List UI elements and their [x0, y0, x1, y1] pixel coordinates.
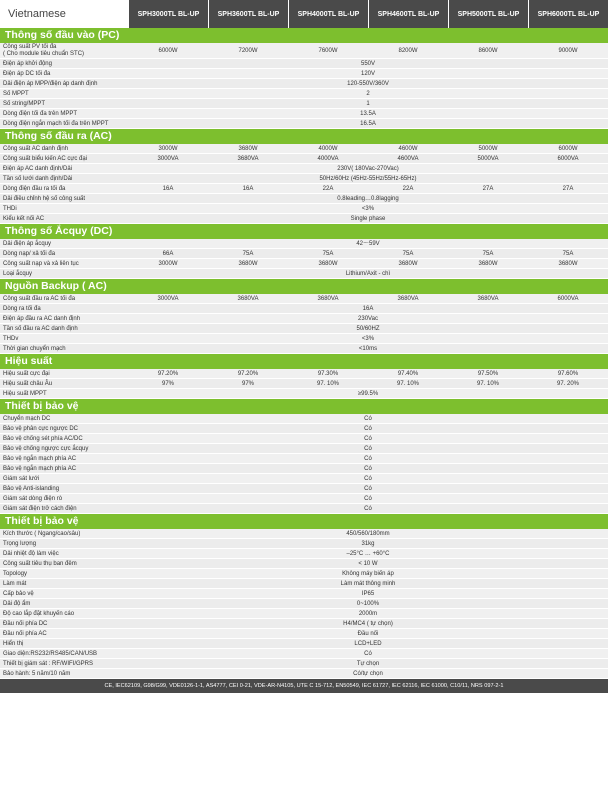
spec-value: 8600W	[478, 47, 498, 54]
spec-value: Có	[364, 650, 372, 657]
spec-row	[0, 369, 608, 379]
spec-label: Dải điện áp ắcquy	[3, 240, 52, 247]
spec-label: Công suất đầu ra AC tối đa	[3, 295, 76, 302]
spec-value: 97. 10%	[396, 380, 420, 387]
model-column-header: SPH4600TL BL-UP	[368, 0, 448, 28]
spec-row	[0, 484, 608, 494]
section-title: Thông số đầu ra (AC)	[0, 129, 608, 144]
spec-value: 97.30%	[317, 370, 339, 377]
spec-value: 7600W	[318, 47, 338, 54]
spec-label-line: Công suất PV tối đa	[3, 43, 57, 50]
spec-value: Có	[364, 455, 372, 462]
spec-value: 450/560/180mm	[346, 530, 390, 537]
spec-value: 75A	[322, 250, 334, 257]
spec-value: 3680VA	[237, 155, 259, 162]
spec-value: 97.50%	[477, 370, 499, 377]
spec-value: LCD+LED	[354, 640, 382, 647]
spec-value: Có	[364, 505, 372, 512]
spec-value: Tự chọn	[356, 660, 380, 667]
spec-row	[0, 549, 608, 559]
spec-row	[0, 669, 608, 679]
spec-row	[0, 434, 608, 444]
spec-label: Hiệu suất châu Âu	[3, 380, 53, 387]
spec-label: Bảo vệ phân cực ngược DC	[3, 425, 79, 432]
model-column-header: SPH6000TL BL-UP	[528, 0, 608, 28]
spec-value: 97.20%	[157, 370, 179, 377]
spec-value: 230V( 180Vac-270Vac)	[337, 165, 399, 172]
spec-label: Giám sát điện trở cách điện	[3, 505, 77, 512]
spec-row	[0, 424, 608, 434]
spec-label: Giám sát lưới	[3, 475, 40, 482]
spec-row	[0, 649, 608, 659]
spec-label: Chuyển mạch DC	[3, 415, 51, 422]
spec-value: 6000W	[158, 47, 178, 54]
spec-value: 120V	[360, 70, 375, 77]
spec-value: 50/60HZ	[356, 325, 380, 332]
spec-label: Kích thước ( Ngang/cao/sâu)	[3, 530, 81, 537]
spec-label: Điện áp khởi động	[3, 60, 52, 67]
model-column-header: SPH3600TL BL-UP	[208, 0, 288, 28]
spec-row	[0, 154, 608, 164]
spec-value: 230Vac	[358, 315, 378, 322]
spec-row	[0, 214, 608, 224]
spec-row	[0, 474, 608, 484]
spec-value: 3680W	[558, 260, 578, 267]
spec-value: 22A	[402, 185, 414, 192]
spec-value: 2000m	[358, 610, 378, 617]
certifications-footer: CE, IEC62109, G98/G99, VDE0126-1-1, AS4777, CEI 0-21, VDE-AR-N4105, UTE C 15-712, EN50549, IEC 61727, IEC 62116, IEC 61000, C10/11, NRS 097-2-1	[0, 679, 608, 693]
spec-value: 6000VA	[557, 155, 579, 162]
spec-row	[0, 629, 608, 639]
spec-label: Đầu nối phía AC	[3, 630, 47, 637]
language-label: Vietnamese	[0, 0, 128, 28]
spec-row	[0, 194, 608, 204]
spec-value: Có	[364, 425, 372, 432]
spec-label: Thời gian chuyển mạch	[3, 345, 66, 352]
spec-label: Bảo hành: 5 năm/10 năm	[3, 670, 71, 677]
spec-label: Bảo vệ chống sét phía AC/DC	[3, 435, 83, 442]
spec-row	[0, 619, 608, 629]
spec-label: Điện áp DC tối đa	[3, 70, 51, 77]
spec-label: THDv	[3, 335, 19, 342]
spec-label: Công suất tiêu thụ ban đêm	[3, 560, 77, 567]
spec-row	[0, 89, 608, 99]
spec-label: Giám sát dòng điện rò	[3, 495, 63, 502]
spec-value: H4/MC4 ( tự chọn)	[343, 620, 393, 627]
section-title: Thông số đầu vào (PC)	[0, 28, 608, 43]
spec-label: Hiển thị	[3, 640, 24, 647]
spec-row	[0, 184, 608, 194]
spec-label: Bảo vệ chống ngược cực ắcquy	[3, 445, 89, 452]
spec-row	[0, 379, 608, 389]
spec-label: THDi	[3, 205, 17, 212]
spec-value: 13.5A	[360, 110, 376, 117]
spec-value: ≥99.5%	[357, 390, 379, 397]
spec-value: < 10 W	[358, 560, 378, 567]
model-column-header: SPH3000TL BL-UP	[128, 0, 208, 28]
spec-row	[0, 344, 608, 354]
spec-value: 97%	[161, 380, 174, 387]
spec-row	[0, 589, 608, 599]
spec-value: 1	[366, 100, 370, 107]
spec-sections	[0, 28, 608, 679]
spec-row	[0, 494, 608, 504]
spec-value: 75A	[482, 250, 494, 257]
spec-value: –25°C … +60°C	[346, 550, 390, 557]
spec-value: 3000W	[158, 260, 178, 267]
spec-row	[0, 174, 608, 184]
spec-value: 3680VA	[397, 295, 419, 302]
spec-label: Dòng điện ngắn mạch tối đa trên MPPT	[3, 120, 109, 127]
spec-row	[0, 334, 608, 344]
spec-label: Số string/MPPT	[3, 100, 46, 107]
spec-row	[0, 639, 608, 649]
spec-value: 550V	[360, 60, 375, 67]
spec-value: 97%	[241, 380, 254, 387]
spec-value: 0~100%	[356, 600, 380, 607]
spec-value: 27A	[482, 185, 494, 192]
spec-value: 75A	[562, 250, 574, 257]
spec-value: Có	[364, 495, 372, 502]
spec-value: 97. 20%	[556, 380, 580, 387]
spec-value: 9000W	[558, 47, 578, 54]
spec-label: Điện áp AC danh định/Dải	[3, 165, 73, 172]
model-column-header: SPH5000TL BL-UP	[448, 0, 528, 28]
spec-value: 3680W	[318, 260, 338, 267]
spec-value: 120-550V/360V	[347, 80, 389, 87]
spec-value: Không máy biến áp	[342, 570, 394, 577]
spec-value: 22A	[322, 185, 334, 192]
spec-label: Dải nhiệt độ làm việc	[3, 550, 59, 557]
spec-value: 8200W	[398, 47, 418, 54]
spec-value: 16A	[242, 185, 254, 192]
spec-value: 97.60%	[557, 370, 579, 377]
spec-row	[0, 389, 608, 399]
spec-label: Công suất AC danh định	[3, 145, 69, 152]
spec-value: Có	[364, 445, 372, 452]
spec-label: Công suất biểu kiến AC cực đại	[3, 155, 88, 162]
spec-value: 3000VA	[157, 155, 179, 162]
spec-row	[0, 294, 608, 304]
spec-value: 97. 10%	[476, 380, 500, 387]
spec-row	[0, 569, 608, 579]
spec-row	[0, 314, 608, 324]
spec-row	[0, 559, 608, 569]
spec-value: 16.5A	[360, 120, 376, 127]
spec-value: 16A	[362, 305, 374, 312]
spec-label: Điện áp đầu ra AC danh định	[3, 315, 81, 322]
spec-row	[0, 504, 608, 514]
spec-row	[0, 464, 608, 474]
spec-value: 31kg	[361, 540, 375, 547]
spec-value: 27A	[562, 185, 574, 192]
spec-row	[0, 144, 608, 154]
spec-label: Giao diện:RS232/RS485/CAN/USB	[3, 650, 98, 657]
spec-row	[0, 659, 608, 669]
spec-row	[0, 204, 608, 214]
spec-value: Lithium/Axit - chì	[345, 270, 391, 277]
spec-value: Single phase	[350, 215, 386, 222]
spec-label	[0, 43, 128, 58]
spec-row	[0, 239, 608, 249]
spec-row	[0, 599, 608, 609]
spec-value: 3680VA	[477, 295, 499, 302]
spec-row	[0, 59, 608, 69]
spec-label: Hiệu suất cực đại	[3, 370, 50, 377]
spec-label: Độ cao lắp đặt khuyến cáo	[3, 610, 75, 617]
spec-row	[0, 119, 608, 129]
spec-row	[0, 249, 608, 259]
spec-value: 2	[366, 90, 370, 97]
spec-label: Tần số đầu ra AC danh định	[3, 325, 78, 332]
spec-label: Bảo vệ ngắn mạch phía AC	[3, 465, 77, 472]
spec-value: 3680W	[398, 260, 418, 267]
spec-label: Loại ắcquy	[3, 270, 33, 277]
section-title: Thiết bị bảo vệ	[0, 399, 608, 414]
spec-label: Dòng điện đầu ra tối đa	[3, 185, 66, 192]
spec-label: Đầu nối phía DC	[3, 620, 48, 627]
section-title: Thiết bị bảo vệ	[0, 514, 608, 529]
spec-row	[0, 454, 608, 464]
spec-value: Làm mát thông minh	[340, 580, 396, 587]
spec-label: Thiết bị giám sát : RF/WIFI/GPRS	[3, 660, 94, 667]
model-header	[0, 0, 608, 28]
spec-label: Dòng điện tối đa trên MPPT	[3, 110, 78, 117]
spec-row	[0, 109, 608, 119]
spec-value: 4600W	[398, 145, 418, 152]
spec-value: 75A	[402, 250, 414, 257]
model-column-header: SPH4000TL BL-UP	[288, 0, 368, 28]
spec-label: Số MPPT	[3, 90, 29, 97]
spec-value: 3000W	[158, 145, 178, 152]
spec-label: Cấp bảo vệ	[3, 590, 34, 597]
spec-value: 50Hz/60Hz (45Hz-55Hz/55Hz-65Hz)	[319, 175, 417, 182]
spec-value: 3680VA	[317, 295, 339, 302]
spec-label: Công suất nạp và xả liên tục	[3, 260, 79, 267]
spec-value: 97.40%	[397, 370, 419, 377]
spec-value: 16A	[162, 185, 174, 192]
spec-row	[0, 269, 608, 279]
spec-label: Tần số lưới danh định/Dải	[3, 175, 73, 182]
spec-value: 3680VA	[237, 295, 259, 302]
spec-value: 3680W	[478, 260, 498, 267]
spec-value: 0.8leading…0.8lagging	[337, 195, 399, 202]
spec-value: <3%	[361, 335, 375, 342]
spec-value: 5000VA	[477, 155, 499, 162]
spec-label: Bảo vệ Anti-islanding	[3, 485, 60, 492]
spec-value: 75A	[242, 250, 254, 257]
spec-value: 3000VA	[157, 295, 179, 302]
spec-label: Topology	[3, 570, 28, 577]
spec-label: Hiệu suất MPPT	[3, 390, 47, 397]
spec-row	[0, 69, 608, 79]
spec-value: <10ms	[358, 345, 378, 352]
spec-row	[0, 43, 608, 59]
spec-value: 4000VA	[317, 155, 339, 162]
section-title: Hiệu suất	[0, 354, 608, 369]
spec-value: 66A	[162, 250, 174, 257]
section-title: Thông số Ắcquy (DC)	[0, 224, 608, 239]
spec-row	[0, 579, 608, 589]
spec-value: 5000W	[478, 145, 498, 152]
spec-row	[0, 259, 608, 269]
spec-label: Dải độ ẩm	[3, 600, 31, 607]
spec-label: Kiểu kết nối AC	[3, 215, 45, 222]
spec-value: 6000W	[558, 145, 578, 152]
spec-row	[0, 324, 608, 334]
spec-value: Có	[364, 465, 372, 472]
spec-value: 97. 10%	[316, 380, 340, 387]
spec-label-line: ( Cho module tiêu chuẩn STC)	[3, 50, 85, 57]
spec-label: Dòng nạp/ xả tối đa	[3, 250, 56, 257]
spec-value: 4000W	[318, 145, 338, 152]
spec-label: Bảo vệ ngắn mạch phía AC	[3, 455, 77, 462]
spec-value: 3680W	[238, 145, 258, 152]
spec-row	[0, 164, 608, 174]
spec-label: Dòng ra tối đa	[3, 305, 41, 312]
spec-value: Có	[364, 435, 372, 442]
spec-label: Làm mát	[3, 580, 27, 587]
spec-row	[0, 99, 608, 109]
spec-value: Có	[364, 485, 372, 492]
spec-value: 97.20%	[237, 370, 259, 377]
spec-row	[0, 414, 608, 424]
spec-value: Có/tự chọn	[353, 670, 383, 677]
spec-row	[0, 304, 608, 314]
spec-value: 7200W	[238, 47, 258, 54]
spec-row	[0, 529, 608, 539]
spec-value: 4600VA	[397, 155, 419, 162]
spec-row	[0, 609, 608, 619]
spec-value: 6000VA	[557, 295, 579, 302]
spec-label: Dải điện áp MPP/điện áp danh định	[3, 80, 98, 87]
spec-row	[0, 444, 608, 454]
section-title: Nguồn Backup ( AC)	[0, 279, 608, 294]
spec-label: Dải điều chỉnh hệ số công suất	[3, 195, 86, 202]
spec-row	[0, 539, 608, 549]
spec-value: Có	[364, 475, 372, 482]
spec-value: <3%	[361, 205, 375, 212]
spec-label: Trọng lượng	[3, 540, 37, 547]
spec-value: Có	[364, 415, 372, 422]
spec-value: Đầu nối	[357, 630, 379, 637]
spec-value: 42～59V	[356, 240, 380, 247]
spec-value: 3680W	[238, 260, 258, 267]
spec-row	[0, 79, 608, 89]
spec-value: IP65	[361, 590, 375, 597]
